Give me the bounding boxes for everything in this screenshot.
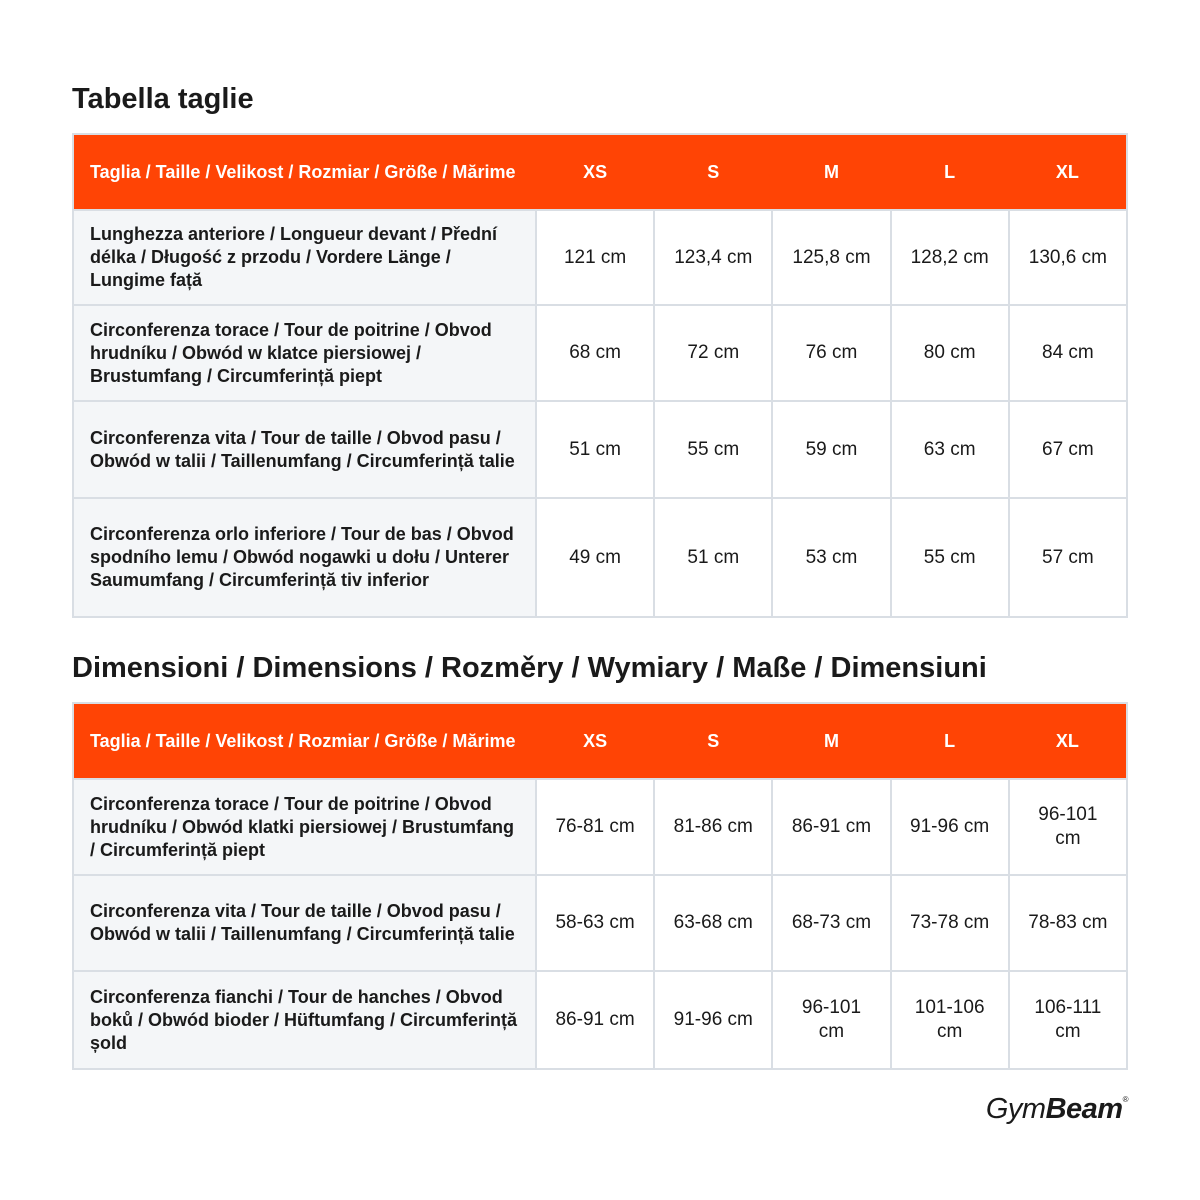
header-size-label: Taglia / Taille / Velikost / Rozmiar / Größe / Mărime: [73, 703, 536, 779]
header-size-m: M: [772, 703, 890, 779]
size-table: [72, 133, 1128, 618]
table-row: [73, 971, 1127, 1069]
cell-value: 49 cm: [536, 498, 654, 617]
cell-value: 101-106 cm: [891, 971, 1009, 1069]
cell-value: 67 cm: [1009, 401, 1127, 498]
cell-value: 72 cm: [654, 305, 772, 401]
cell-value: 57 cm: [1009, 498, 1127, 617]
cell-value: 51 cm: [654, 498, 772, 617]
cell-value: 91-96 cm: [891, 779, 1009, 875]
header-size-s: S: [654, 134, 772, 210]
header-size-m: M: [772, 134, 890, 210]
cell-value: 63-68 cm: [654, 875, 772, 971]
cell-value: 123,4 cm: [654, 210, 772, 305]
cell-value: 80 cm: [891, 305, 1009, 401]
cell-value: 55 cm: [891, 498, 1009, 617]
row-label: Circonferenza vita / Tour de taille / Obvod pasu / Obwód w talii / Taillenumfang / Circumferință talie: [73, 401, 536, 498]
cell-value: 55 cm: [654, 401, 772, 498]
cell-value: 59 cm: [772, 401, 890, 498]
header-size-xs: XS: [536, 134, 654, 210]
row-label: Circonferenza fianchi / Tour de hanches / Obvod boků / Obwód bioder / Hüftumfang / Circumferință șold: [73, 971, 536, 1069]
dimensions-table: [72, 702, 1128, 1070]
table-row: [73, 401, 1127, 498]
row-label: Lunghezza anteriore / Longueur devant / Přední délka / Długość z przodu / Vordere Länge / Lungime față: [73, 210, 536, 305]
dimensions-table-title: Dimensioni / Dimensions / Rozměry / Wymiary / Maße / Dimensiuni: [72, 652, 987, 684]
size-table-title: Tabella taglie: [72, 83, 254, 115]
row-label: Circonferenza vita / Tour de taille / Obvod pasu / Obwód w talii / Taillenumfang / Circumferință talie: [73, 875, 536, 971]
cell-value: 63 cm: [891, 401, 1009, 498]
header-size-s: S: [654, 703, 772, 779]
header-size-l: L: [891, 134, 1009, 210]
header-size-xl: XL: [1009, 134, 1127, 210]
logo-text-gym: Gym: [985, 1093, 1046, 1125]
gymbeam-logo: [986, 1093, 1128, 1126]
cell-value: 68-73 cm: [772, 875, 890, 971]
header-size-label: Taglia / Taille / Velikost / Rozmiar / Größe / Mărime: [73, 134, 536, 210]
size-table-header-row: [73, 134, 1127, 210]
cell-value: 121 cm: [536, 210, 654, 305]
registered-mark: ®: [1122, 1095, 1128, 1104]
cell-value: 96-101 cm: [772, 971, 890, 1069]
cell-value: 76-81 cm: [536, 779, 654, 875]
table-row: [73, 779, 1127, 875]
dimensions-table-header-row: [73, 703, 1127, 779]
cell-value: 86-91 cm: [772, 779, 890, 875]
cell-value: 86-91 cm: [536, 971, 654, 1069]
header-size-xl: XL: [1009, 703, 1127, 779]
cell-value: 84 cm: [1009, 305, 1127, 401]
header-size-l: L: [891, 703, 1009, 779]
cell-value: 76 cm: [772, 305, 890, 401]
row-label: Circonferenza orlo inferiore / Tour de bas / Obvod spodního lemu / Obwód nogawki u dołu / Unterer Saumumfang / Circumferință tiv inferior: [73, 498, 536, 617]
cell-value: 58-63 cm: [536, 875, 654, 971]
row-label: Circonferenza torace / Tour de poitrine / Obvod hrudníku / Obwód w klatce piersiowej / Brustumfang / Circumferință piept: [73, 305, 536, 401]
table-row: [73, 498, 1127, 617]
cell-value: 73-78 cm: [891, 875, 1009, 971]
cell-value: 91-96 cm: [654, 971, 772, 1069]
cell-value: 81-86 cm: [654, 779, 772, 875]
header-size-xs: XS: [536, 703, 654, 779]
cell-value: 96-101 cm: [1009, 779, 1127, 875]
cell-value: 53 cm: [772, 498, 890, 617]
cell-value: 128,2 cm: [891, 210, 1009, 305]
table-row: [73, 210, 1127, 305]
cell-value: 68 cm: [536, 305, 654, 401]
logo-text-beam: Beam: [1045, 1093, 1123, 1125]
cell-value: 78-83 cm: [1009, 875, 1127, 971]
cell-value: 106-111 cm: [1009, 971, 1127, 1069]
table-row: [73, 305, 1127, 401]
cell-value: 130,6 cm: [1009, 210, 1127, 305]
cell-value: 125,8 cm: [772, 210, 890, 305]
cell-value: 51 cm: [536, 401, 654, 498]
table-row: [73, 875, 1127, 971]
row-label: Circonferenza torace / Tour de poitrine / Obvod hrudníku / Obwód klatki piersiowej / Brustumfang / Circumferință piept: [73, 779, 536, 875]
